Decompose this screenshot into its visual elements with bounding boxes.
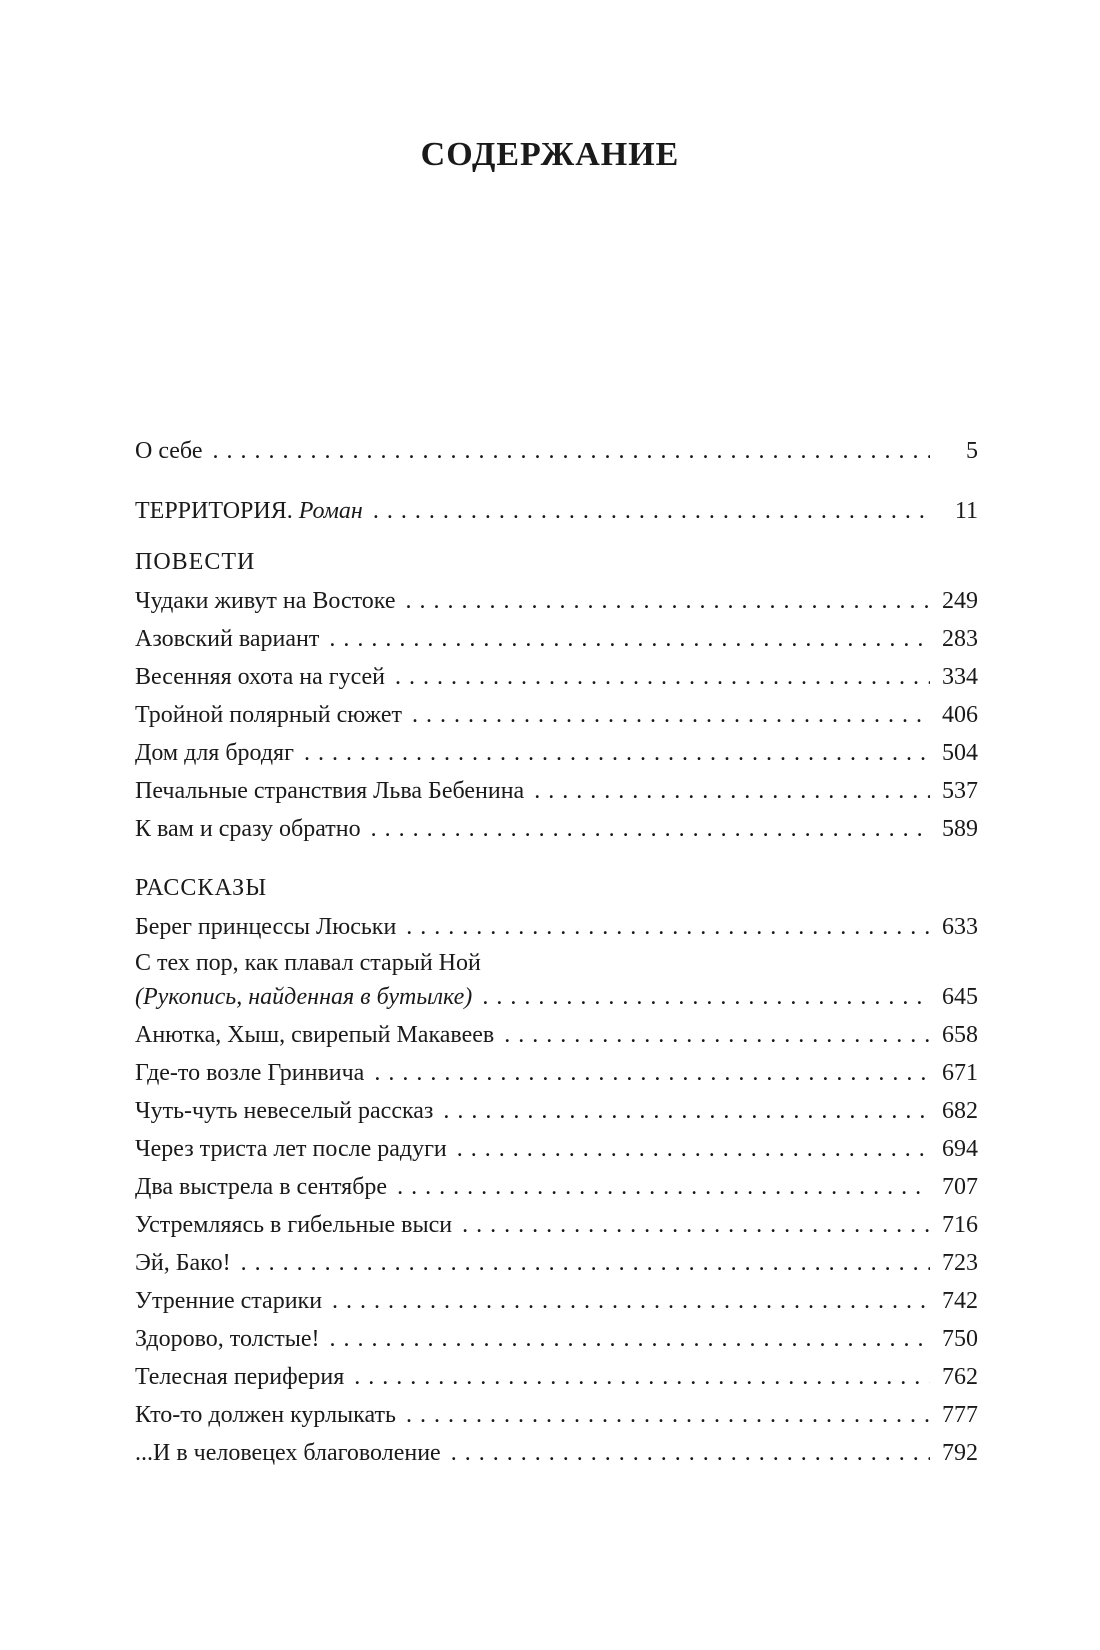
dot-leader xyxy=(534,772,930,810)
dot-leader xyxy=(332,1282,930,1320)
toc-entry-novel[interactable] xyxy=(135,492,978,530)
toc-entry-page: 792 xyxy=(942,1440,978,1466)
dot-leader xyxy=(373,492,930,530)
page-title: СОДЕРЖАНИЕ xyxy=(420,136,680,173)
dot-leader xyxy=(371,810,930,848)
toc-entry[interactable] xyxy=(135,658,978,696)
toc-entry[interactable] xyxy=(135,1130,978,1168)
toc-entry-page: 777 xyxy=(942,1402,978,1428)
toc-entry[interactable] xyxy=(135,1358,978,1396)
toc-entry-label: Устремляясь в гибельные выси xyxy=(135,1212,453,1238)
toc-entry[interactable] xyxy=(135,1434,978,1472)
toc-entry-page: 5 xyxy=(966,438,978,464)
toc-entry-page: 645 xyxy=(942,984,978,1010)
toc-entry-label: Печальные странствия Льва Бебенина xyxy=(135,778,525,804)
dot-leader xyxy=(304,734,930,772)
toc-entry[interactable] xyxy=(135,620,978,658)
dot-leader xyxy=(329,620,930,658)
toc-entry-page: 11 xyxy=(954,498,978,524)
toc-entry[interactable] xyxy=(135,1320,978,1358)
toc-entry[interactable] xyxy=(135,1092,978,1130)
toc-entry-label: Чудаки живут на Востоке xyxy=(135,588,396,614)
novel-title: ТЕРРИТОРИЯ. xyxy=(135,498,293,524)
toc-entry-label: Здорово, толстые! xyxy=(135,1326,320,1352)
toc-entry-page: 716 xyxy=(942,1212,978,1238)
toc-entry-page: 537 xyxy=(942,778,978,804)
toc-entry-label: Телесная периферия xyxy=(135,1364,345,1390)
toc-entry[interactable] xyxy=(135,946,978,1016)
toc-entry-page: 707 xyxy=(942,1174,978,1200)
toc-entry-label: ...И в человецех благоволение xyxy=(135,1440,441,1466)
toc-entry-page: 742 xyxy=(942,1288,978,1314)
toc-entry[interactable] xyxy=(135,1244,978,1282)
dot-leader xyxy=(451,1434,930,1472)
section-heading-povesti: ПОВЕСТИ xyxy=(135,549,256,575)
toc-entry-page: 334 xyxy=(942,664,978,690)
toc-entry-label: К вам и сразу обратно xyxy=(135,816,361,842)
toc-entry-label: Анютка, Хыш, свирепый Макавеев xyxy=(135,1022,495,1048)
toc-entry-label: Кто-то должен курлыкать xyxy=(135,1402,396,1428)
toc-entry-label: Весенняя охота на гусей xyxy=(135,664,386,690)
novel-genre: Роман xyxy=(298,498,363,524)
povesti-list xyxy=(135,582,978,848)
toc-entry-page: 682 xyxy=(942,1098,978,1124)
toc-entry-label: Тройной полярный сюжет xyxy=(135,702,403,728)
dot-leader xyxy=(212,432,930,470)
dot-leader xyxy=(354,1358,930,1396)
toc-entry-page: 589 xyxy=(942,816,978,842)
toc-entry-page: 723 xyxy=(942,1250,978,1276)
toc-entry[interactable] xyxy=(135,772,978,810)
toc-entry-label: Чуть-чуть невеселый рассказ xyxy=(135,1098,434,1124)
toc-entry[interactable] xyxy=(135,432,978,470)
toc-entry-label: С тех пор, как плавал старый Ной xyxy=(135,950,481,976)
toc-entry-subtitle: (Рукопись, найденная в бутылке) xyxy=(135,984,473,1010)
rasskazy-list xyxy=(135,908,978,1472)
toc-entry-page: 633 xyxy=(942,914,978,940)
toc-entry[interactable] xyxy=(135,1168,978,1206)
table-of-contents xyxy=(135,432,978,1472)
toc-entry[interactable] xyxy=(135,1016,978,1054)
toc-entry[interactable] xyxy=(135,908,978,946)
toc-entry[interactable] xyxy=(135,1282,978,1320)
toc-entry-label: Эй, Бако! xyxy=(135,1250,231,1276)
dot-leader xyxy=(462,1206,930,1244)
toc-entry-label: Где-то возле Гринвича xyxy=(135,1060,365,1086)
toc-entry[interactable] xyxy=(135,696,978,734)
dot-leader xyxy=(397,1168,930,1206)
toc-entry-label: Берег принцессы Люськи xyxy=(135,914,397,940)
dot-leader xyxy=(406,582,930,620)
toc-entry[interactable] xyxy=(135,1396,978,1434)
toc-entry[interactable] xyxy=(135,1054,978,1092)
toc-entry[interactable] xyxy=(135,1206,978,1244)
toc-entry[interactable] xyxy=(135,810,978,848)
toc-entry[interactable] xyxy=(135,734,978,772)
toc-entry[interactable] xyxy=(135,582,978,620)
toc-entry-page: 249 xyxy=(942,588,978,614)
dot-leader xyxy=(406,908,930,946)
dot-leader xyxy=(457,1130,930,1168)
dot-leader xyxy=(374,1054,930,1092)
dot-leader xyxy=(241,1244,930,1282)
toc-entry-label: Утренние старики xyxy=(135,1288,323,1314)
toc-entry-label: Азовский вариант xyxy=(135,626,320,652)
dot-leader xyxy=(406,1396,930,1434)
dot-leader xyxy=(504,1016,930,1054)
toc-entry-page: 671 xyxy=(942,1060,978,1086)
toc-entry-label: Дом для бродяг xyxy=(135,740,294,766)
toc-entry-page: 406 xyxy=(942,702,978,728)
dot-leader xyxy=(412,696,930,734)
toc-entry-page: 762 xyxy=(942,1364,978,1390)
dot-leader xyxy=(482,980,930,1014)
toc-entry-label: Два выстрела в сентябре xyxy=(135,1174,388,1200)
dot-leader xyxy=(443,1092,930,1130)
toc-entry-page: 658 xyxy=(942,1022,978,1048)
dot-leader xyxy=(395,658,930,696)
section-heading-rasskazy: РАССКАЗЫ xyxy=(135,875,268,901)
toc-entry-label xyxy=(135,492,363,530)
toc-entry-label: Через триста лет после радуги xyxy=(135,1136,447,1162)
toc-entry-page: 694 xyxy=(942,1136,978,1162)
toc-entry-page: 750 xyxy=(942,1326,978,1352)
toc-entry-label: О себе xyxy=(135,438,203,464)
toc-entry-page: 504 xyxy=(942,740,978,766)
toc-entry-page: 283 xyxy=(942,626,978,652)
dot-leader xyxy=(330,1320,930,1358)
